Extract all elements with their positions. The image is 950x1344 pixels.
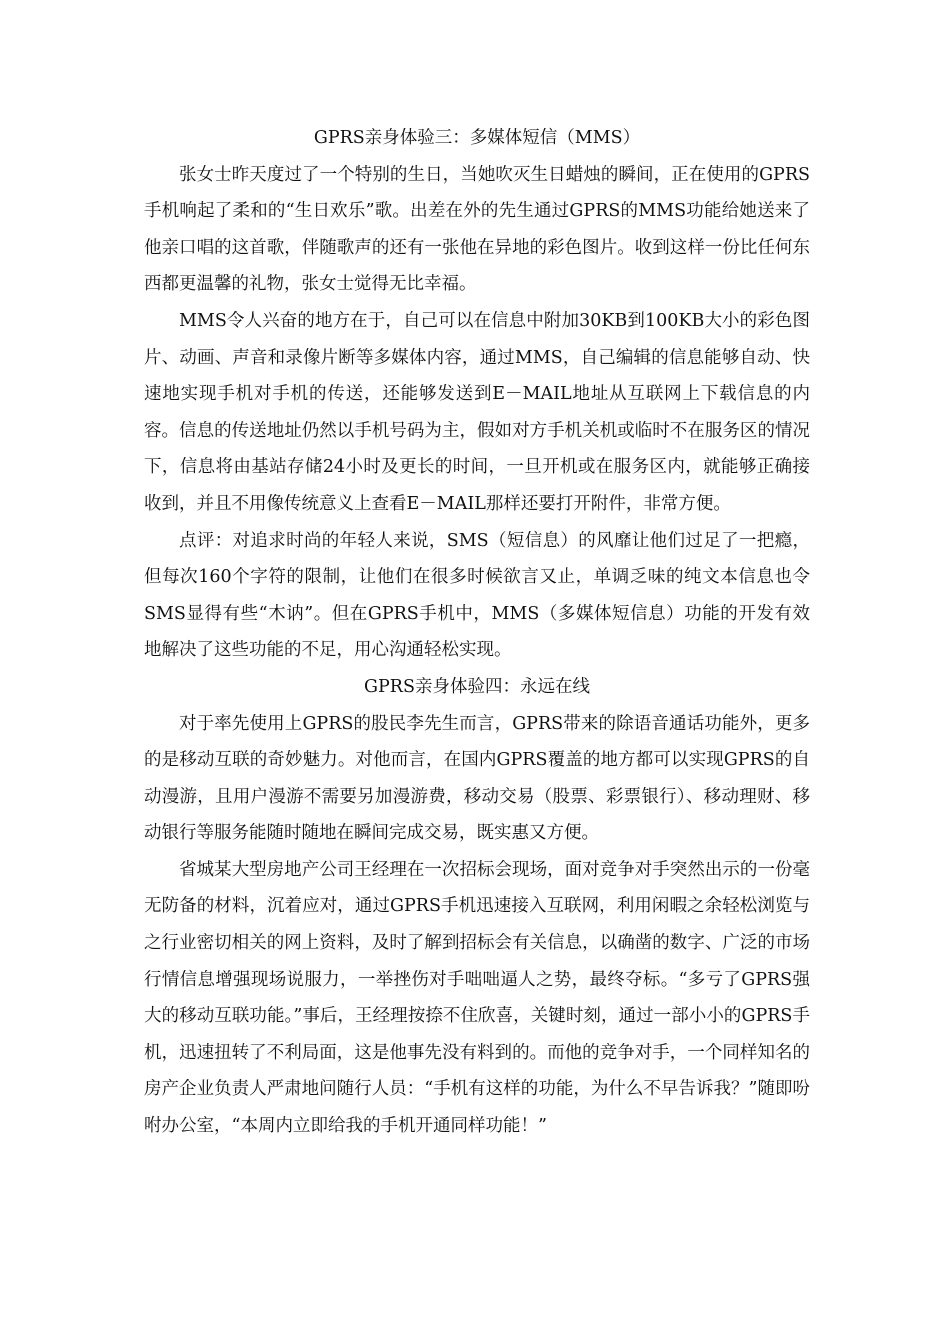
paragraph-mms-story: 张女士昨天度过了一个特别的生日，当她吹灭生日蜡烛的瞬间，正在使用的GPRS手机响起了柔和的“生日欢乐”歌。出差在外的先生通过GPRS的MMS功能给她送来了他亲口唱的这首歌，伴随歌声的还有一张他在异地的彩色图片。收到这样一份比任何东西都更温馨的礼物，张女士觉得无比幸福。 bbox=[144, 164, 810, 295]
paragraph-online-stock: 对于率先使用上GPRS的股民李先生而言，GPRS带来的除语音通话功能外，更多的是移动互联的奇妙魅力。对他而言，在国内GPRS覆盖的地方都可以实现GPRS的自动漫游，且用户漫游不需要另加漫游费，移动交易（股票、彩票银行）、移动理财、移动银行等服务能随时随地在瞬间完成交易，既实惠又方便。 bbox=[144, 713, 810, 844]
section-title-mms: GPRS亲身体验三：多媒体短信（MMS） bbox=[313, 128, 641, 148]
section-title-always-online: GPRS亲身体验四：永远在线 bbox=[364, 676, 590, 697]
paragraph-mms-features: MMS令人兴奋的地方在于，自己可以在信息中附加30KB到100KB大小的彩色图片、动画、声音和录像片断等多媒体内容，通过MMS，自己编辑的信息能够自动、快速地实现手机对手机的传送，还能够发送到E－MAIL地址从互联网上下载信息的内容。信息的传送地址仍然以手机号码为主，假如对方手机关机或临时不在服务区的情况下，信息将由基站存储24小时及更长的时间，一旦开机或在服务区内，就能够正确接收到，并且不用像传统意义上查看E－MAIL那样还要打开附件，非常方便。 bbox=[144, 310, 810, 514]
paragraph-mms-comment: 点评：对追求时尚的年轻人来说，SMS（短信息）的风靡让他们过足了一把瘾，但每次160个字符的限制，让他们在很多时候欲言又止，单调乏味的纯文本信息也令SMS显得有些“木讷”。但在GPRS手机中，MMS（多媒体短信息）功能的开发有效地解决了这些功能的不足，用心沟通轻松实现。 bbox=[144, 530, 810, 661]
paragraph-online-bidding: 省城某大型房地产公司王经理在一次招标会现场，面对竞争对手突然出示的一份毫无防备的材料，沉着应对，通过GPRS手机迅速接入互联网，利用闲暇之余轻松浏览与之行业密切相关的网上资料，及时了解到招标会有关信息，以确凿的数字、广泛的市场行情信息增强现场说服力，一举挫伤对手咄咄逼人之势，最终夺标。“多亏了GPRS强大的移动互联功能。”事后，王经理按捺不住欣喜，关键时刻，通过一部小小的GPRS手机，迅速扭转了不利局面，这是他事先没有料到的。而他的竞争对手，一个同样知名的房产企业负责人严肃地问随行人员：“手机有这样的功能，为什么不早告诉我？”随即吩咐办公室，“本周内立即给我的手机开通同样功能！” bbox=[144, 859, 810, 1137]
document-body bbox=[144, 120, 810, 1145]
